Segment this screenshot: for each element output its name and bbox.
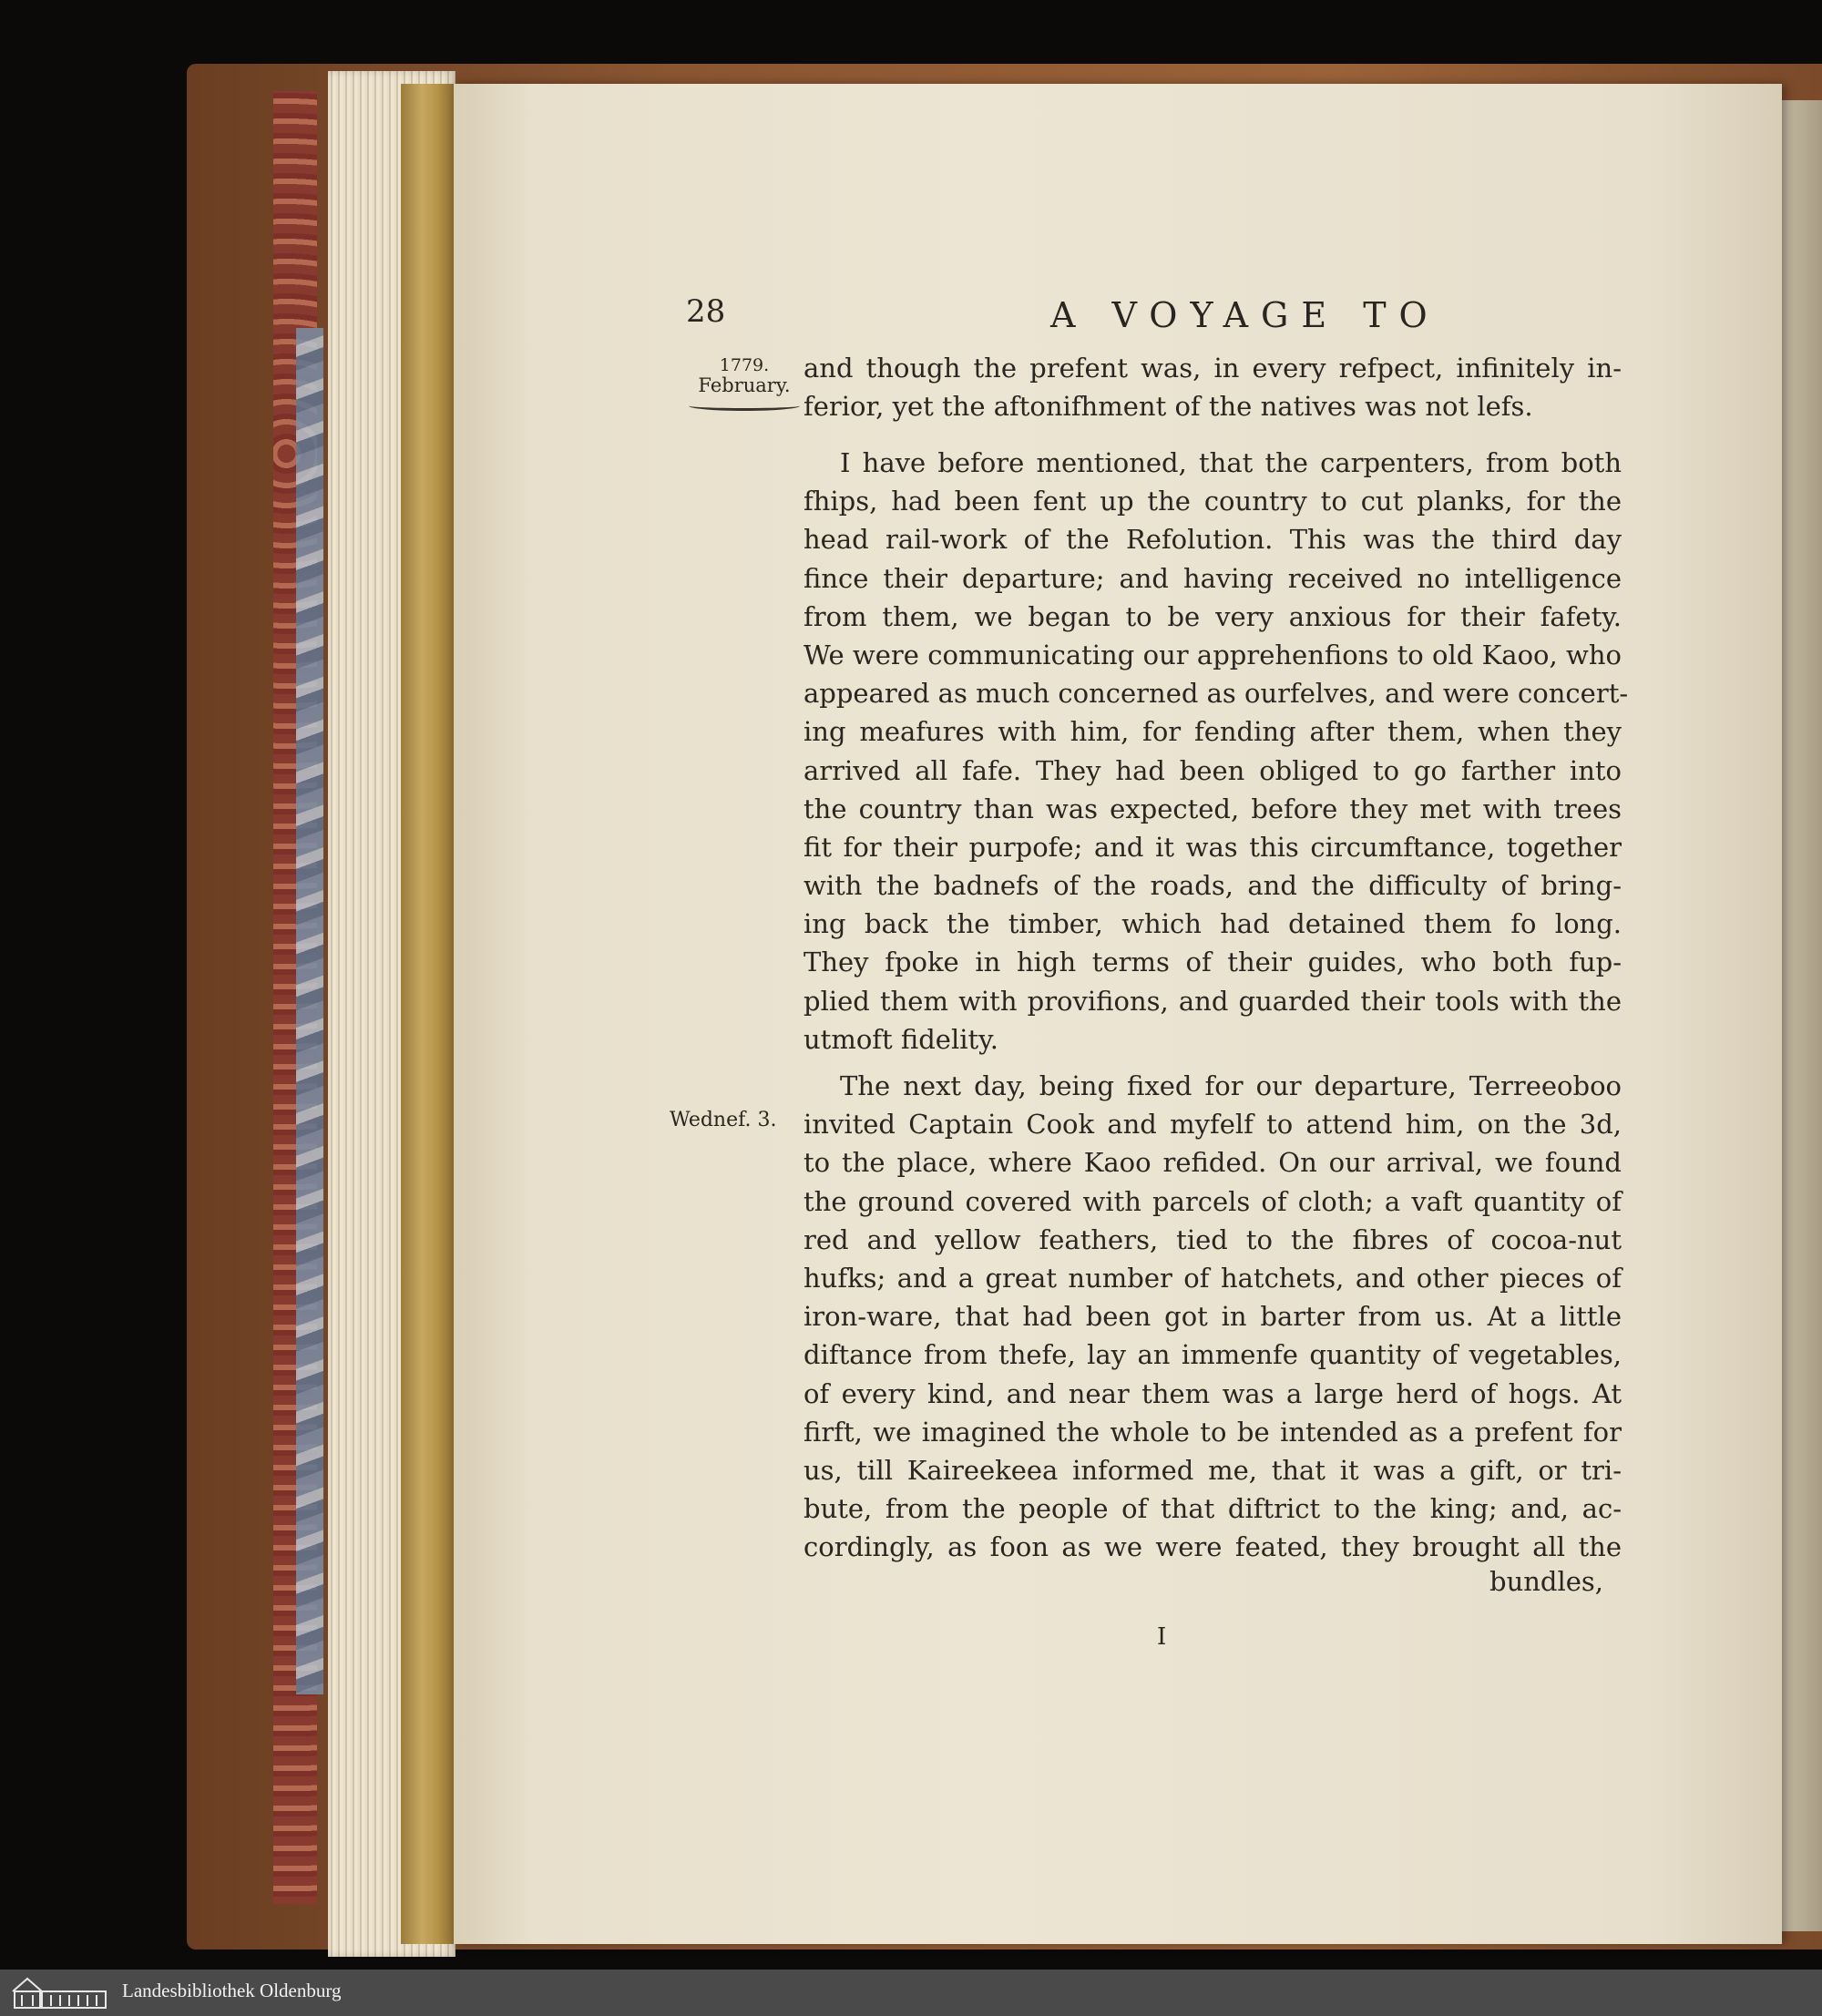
text-line: They fpoke in high terms of their guides, who both fup- [804, 947, 1622, 978]
marbled-endpaper-blue [296, 328, 323, 1694]
gilt-page-edge [401, 84, 454, 1944]
text-line: head rail-work of the Refolution. This was the third day [804, 524, 1622, 556]
text-line: bute, from the people of that diftrict to the king; and, ac- [804, 1493, 1622, 1525]
text-line: cordingly, as foon as we were feated, they brought all the [804, 1531, 1622, 1563]
text-line: ferior, yet the aftonifhment of the natives was not lefs. [804, 391, 1533, 423]
running-title: A VOYAGE TO [1050, 295, 1440, 335]
text-line: of every kind, and near them was a large herd of hogs. At [804, 1377, 1622, 1409]
paragraph-1 [804, 349, 1622, 425]
margin-month: February. [698, 374, 791, 396]
text-line: the ground covered with parcels of cloth; a vaft quantity of [804, 1185, 1622, 1217]
paragraph-2 [804, 444, 1629, 1059]
library-building-icon [9, 1975, 111, 2010]
library-footer-bar [0, 1970, 1822, 2016]
text-line: iron-ware, that had been got in barter from us. At a little [804, 1301, 1622, 1333]
text-line: hufks; and a great number of hatchets, and other pieces of [804, 1262, 1622, 1294]
margin-year: 1779. [719, 355, 770, 375]
page-number: 28 [686, 293, 726, 330]
text-line: red and yellow feathers, tied to the fibres of cocoa-nut [804, 1223, 1622, 1255]
text-line: to the place, where Kaoo refided. On our arrival, we found [804, 1147, 1622, 1179]
text-line: The next day, being fixed for our departure, Terreeoboo [840, 1070, 1622, 1101]
text-line: diftance from thefe, lay an immenfe quantity of vegetables, [804, 1339, 1622, 1371]
library-name[interactable]: Landesbibliothek Oldenburg [122, 1980, 342, 2001]
text-line: ing meafures with him, for fending after them, when they [804, 716, 1622, 748]
text-line: and though the prefent was, in every refpect, infinitely in- [804, 353, 1622, 384]
text-line: us, till Kaireekeea informed me, that it was a gift, or tri- [804, 1454, 1622, 1486]
paragraph-3 [804, 1067, 1622, 1566]
text-line: invited Captain Cook and myfelf to attend him, on the 3d, [804, 1109, 1622, 1141]
text-line: firft, we imagined the whole to be intended as a prefent for [804, 1416, 1622, 1448]
brace-icon [689, 401, 800, 411]
margin-note-day: Wednef. 3. [670, 1109, 777, 1131]
text-line: from them, we began to be very anxious for their fafety. [804, 600, 1622, 632]
text-line: plied them with provifions, and guarded their tools with the [804, 985, 1622, 1017]
signature-mark: I [1157, 1623, 1167, 1651]
text-line: I have before mentioned, that the carpenters, from both [840, 447, 1622, 478]
text-line: fince their departure; and having received no intelligence [804, 562, 1622, 594]
text-line: ing back the timber, which had detained them fo long. [804, 908, 1622, 940]
text-line: utmoft fidelity. [804, 1023, 998, 1055]
text-line: the country than was expected, before they met with trees [804, 793, 1622, 824]
text-line: fit for their purpofe; and it was this circumftance, together [804, 831, 1622, 863]
fore-edge [1782, 100, 1822, 1931]
catchword: bundles, [1489, 1566, 1604, 1597]
text-line: arrived all fafe. They had been obliged to go farther into [804, 754, 1622, 786]
text-line: appeared as much concerned as ourfelves, and were concert- [804, 678, 1629, 710]
text-line: We were communicating our apprehenfions to old Kaoo, who [804, 639, 1622, 670]
text-line: with the badnefs of the roads, and the difficulty of bring- [804, 870, 1622, 902]
margin-note-date [685, 355, 804, 411]
text-line: fhips, had been fent up the country to cut planks, for the [804, 486, 1622, 517]
